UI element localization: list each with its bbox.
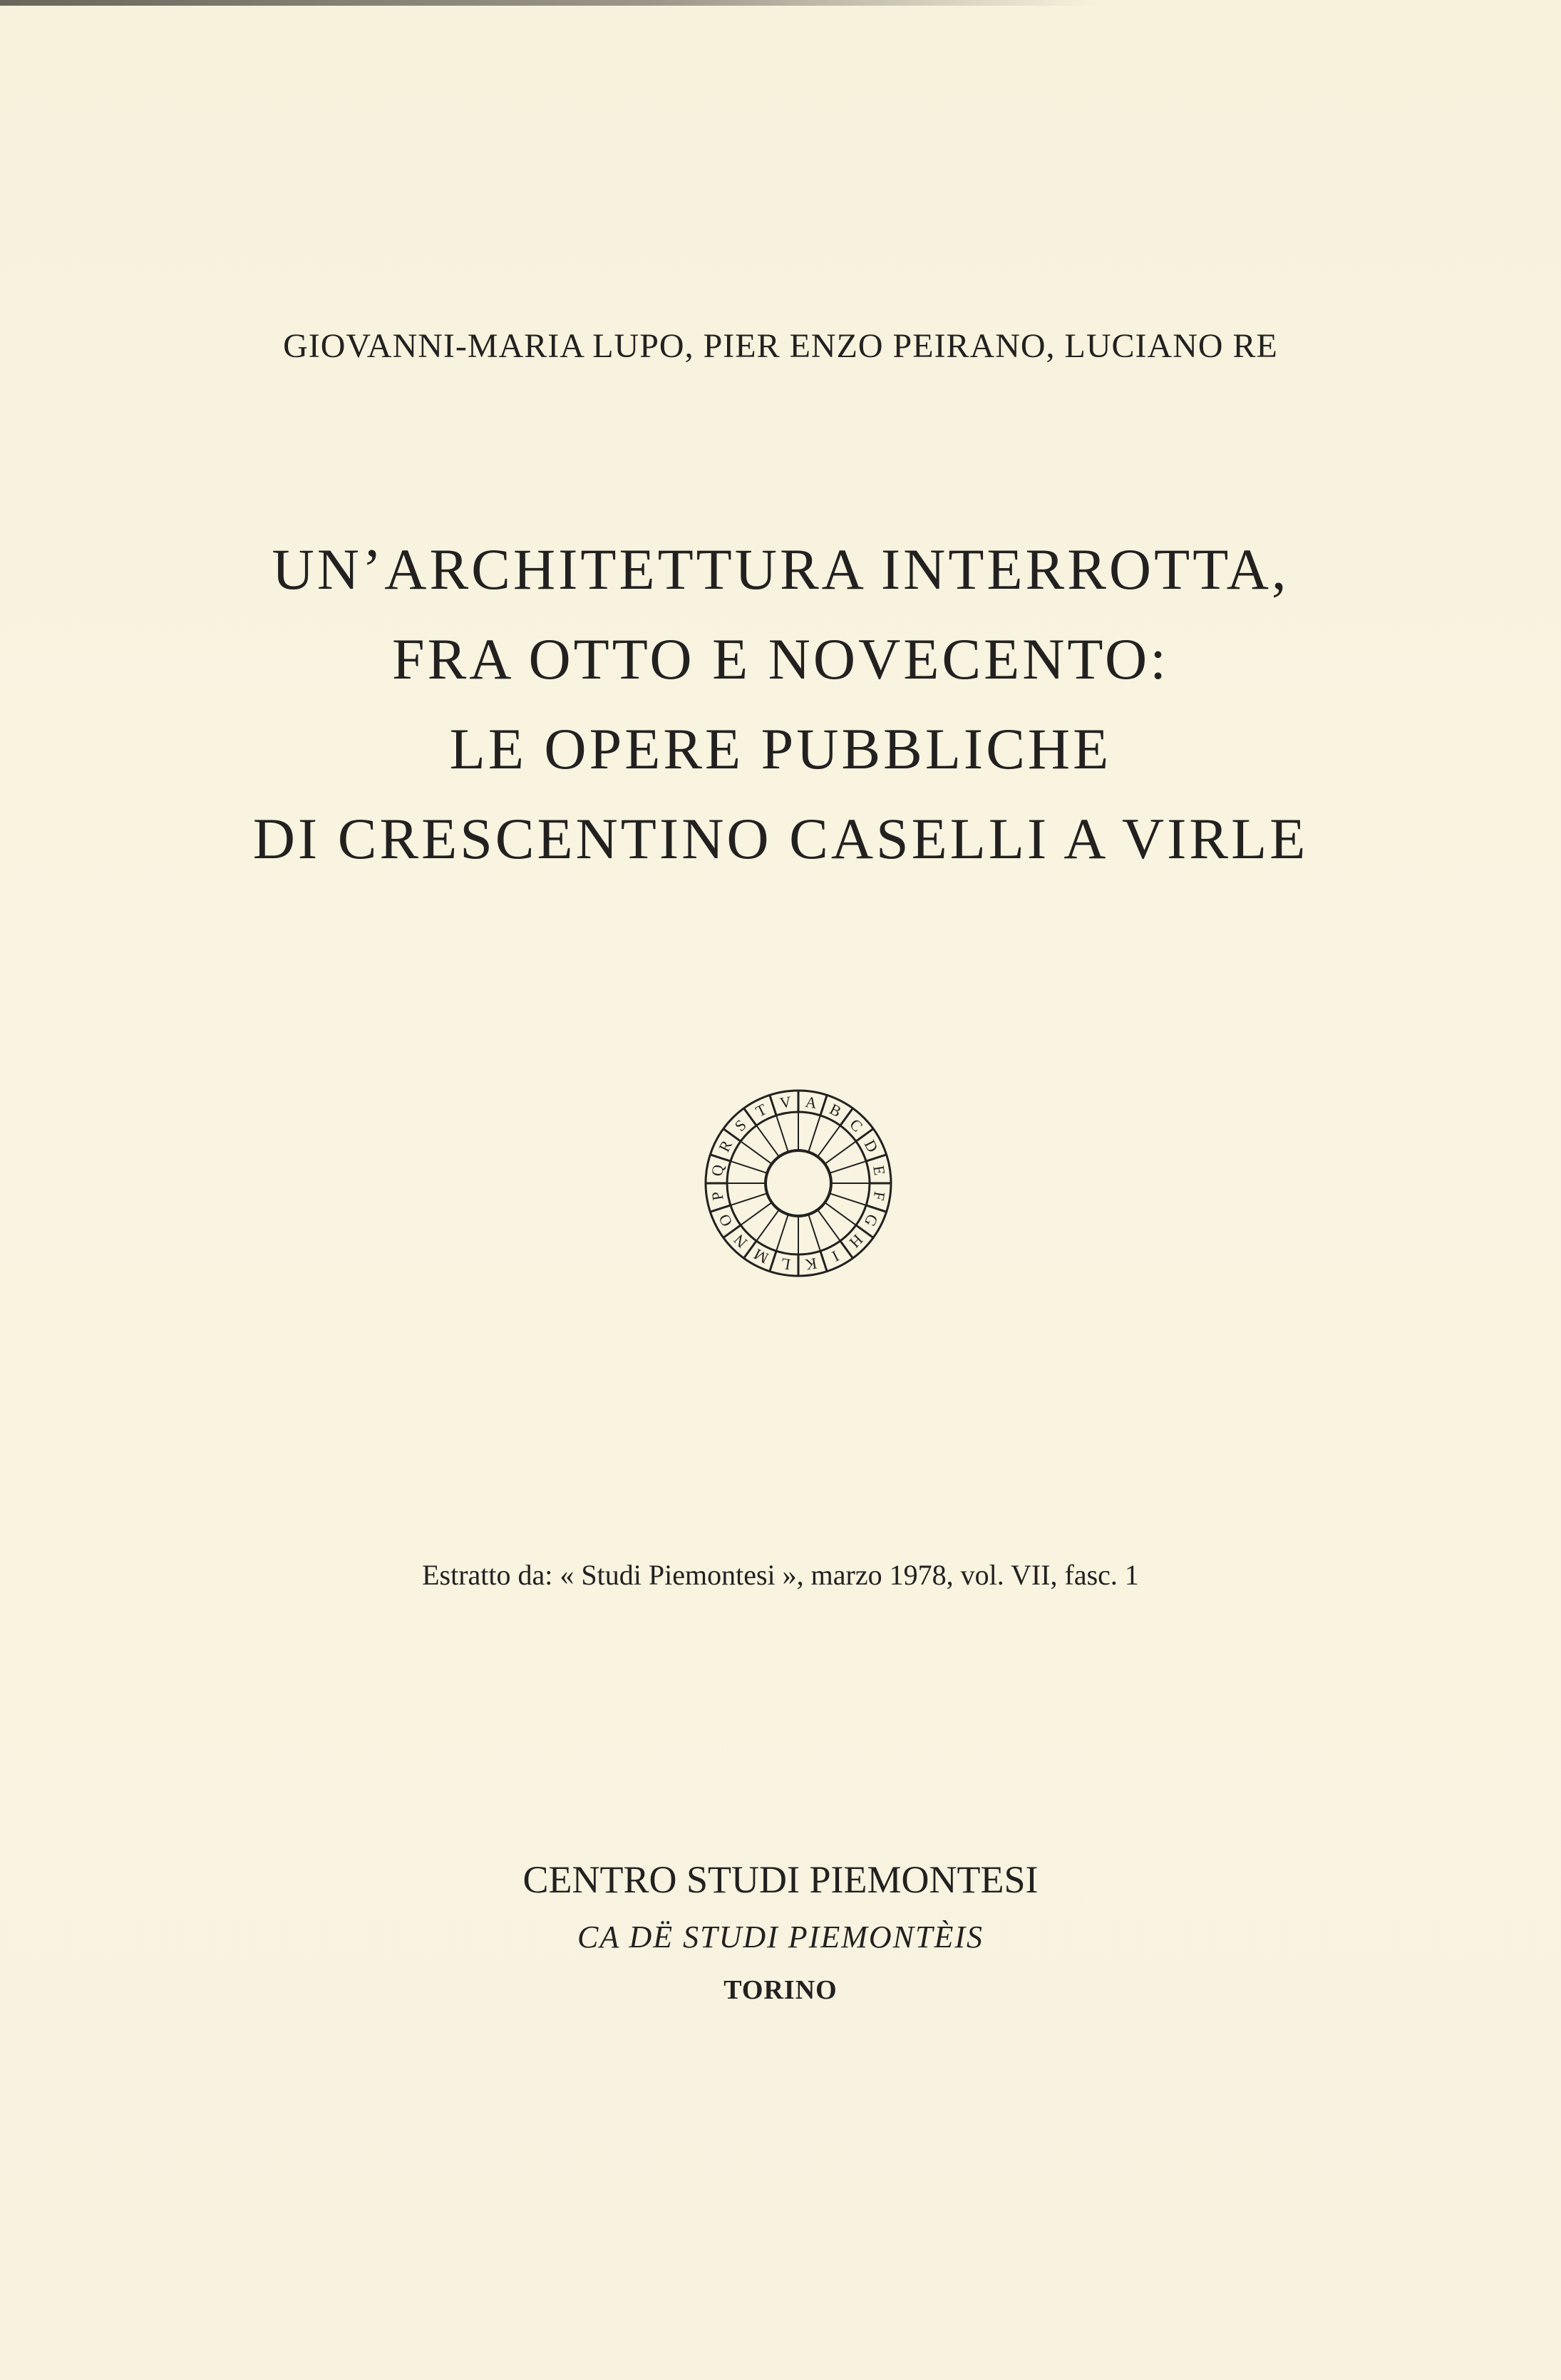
emblem-letter: F: [870, 1190, 889, 1202]
emblem-letter: A: [804, 1092, 818, 1113]
emblem-letter: C: [846, 1115, 867, 1135]
emblem-spoke: [830, 1161, 866, 1173]
emblem-letter: M: [751, 1245, 772, 1268]
emblem-letter: G: [860, 1211, 882, 1230]
emblem-spoke: [756, 1210, 779, 1241]
emblem-spoke: [741, 1141, 772, 1164]
scan-edge: [0, 0, 1098, 6]
emblem-letter: H: [845, 1230, 867, 1252]
emblem-letter: B: [826, 1100, 845, 1121]
publisher-subtitle: CA DË STUDI PIEMONTÈIS: [577, 1920, 984, 1954]
emblem-divider: [723, 1129, 741, 1142]
emblem-divider: [770, 1095, 776, 1116]
emblem-spoke: [825, 1141, 856, 1164]
emblem-spoke: [731, 1193, 767, 1205]
extract-citation: Estratto da: « Studi Piemontesi », marzo 1978, vol. VII, fasc. 1: [422, 1559, 1139, 1591]
emblem-letter: N: [730, 1230, 751, 1252]
emblem-divider: [820, 1095, 827, 1116]
emblem-letter: V: [778, 1092, 793, 1113]
emblem-divider: [710, 1205, 731, 1212]
emblem-spoke: [776, 1116, 788, 1152]
emblem-spoke: [776, 1215, 788, 1251]
emblem-spoke: [741, 1202, 772, 1225]
emblem-spoke: [830, 1193, 866, 1205]
emblem-spoke: [818, 1125, 840, 1157]
publisher-city: TORINO: [723, 1975, 838, 2005]
emblem-letter: P: [708, 1190, 727, 1202]
alphabet-wheel-icon: [699, 1083, 898, 1283]
emblem-letter: L: [779, 1255, 792, 1274]
emblem-spoke: [756, 1125, 779, 1157]
title-line: DI CRESCENTINO CASELLI A VIRLE: [252, 806, 1309, 871]
emblem-spoke: [818, 1210, 840, 1241]
emblem-spoke: [808, 1116, 820, 1152]
emblem-spoke: [825, 1202, 856, 1225]
title-line: FRA OTTO E NOVECENTO:: [391, 627, 1170, 691]
emblem-divider: [820, 1251, 827, 1272]
emblem-letter: R: [715, 1137, 736, 1155]
emblem-divider: [710, 1155, 731, 1161]
emblem-letter: Q: [707, 1163, 728, 1178]
title-line: LE OPERE PUBBLICHE: [449, 716, 1112, 781]
emblem-letter: E: [870, 1164, 889, 1177]
emblem-divider: [866, 1155, 887, 1161]
emblem-divider: [744, 1108, 757, 1125]
emblem-letter: S: [731, 1116, 750, 1135]
publisher-name: CENTRO STUDI PIEMONTESI: [522, 1858, 1039, 1901]
document-title: [0, 525, 1561, 884]
emblem-letter: O: [714, 1211, 736, 1230]
emblem-inner-ring: [766, 1150, 831, 1216]
emblem-letter: D: [860, 1137, 882, 1155]
emblem-spoke: [731, 1161, 767, 1173]
emblem-letter: K: [804, 1254, 818, 1274]
title-line: UN’ARCHITETTURA INTERROTTA,: [272, 537, 1289, 602]
emblem-spoke: [808, 1215, 820, 1251]
emblem-letter: T: [753, 1100, 770, 1121]
authors-line: GIOVANNI-MARIA LUPO, PIER ENZO PEIRANO, LUCIANO RE: [283, 327, 1278, 365]
emblem-letter: I: [829, 1247, 843, 1266]
emblem-divider: [866, 1205, 887, 1212]
